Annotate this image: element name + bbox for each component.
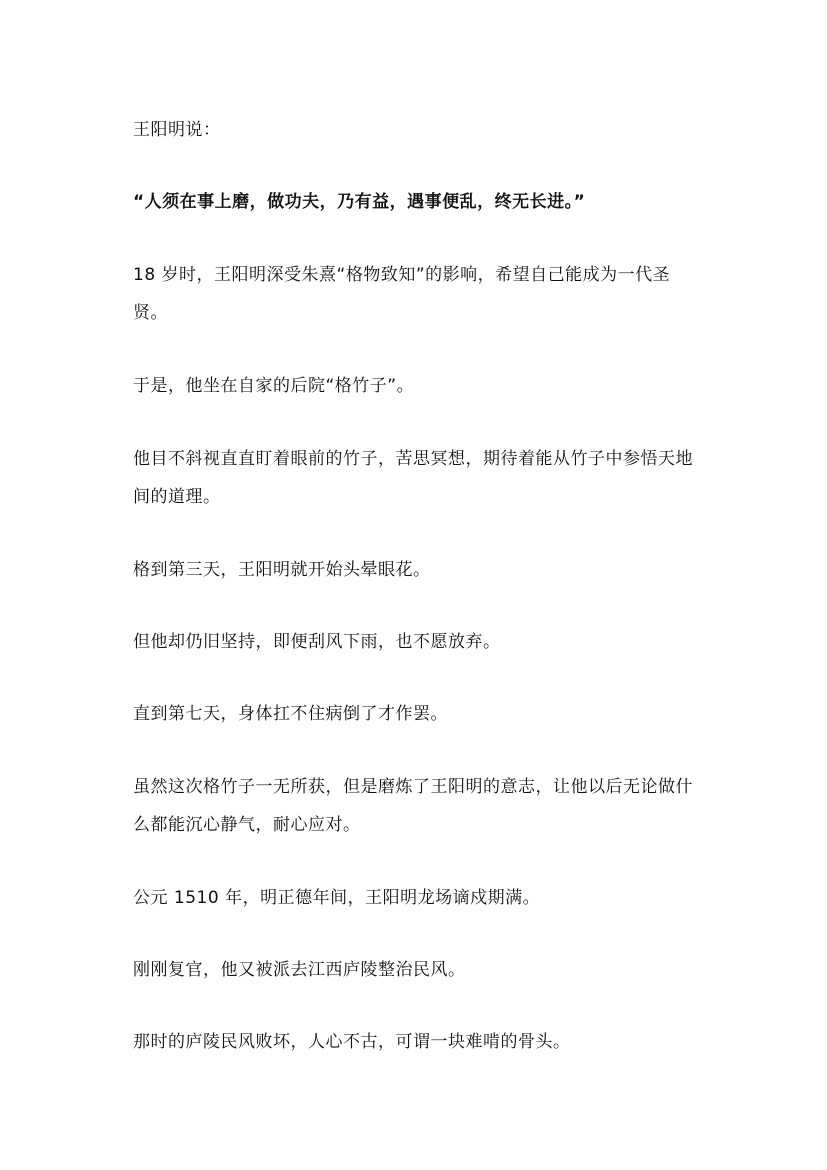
paragraph-age-18: 18 岁时，王阳明深受朱熹“格物致知”的影响，希望自己能成为一代圣贤。 [133,265,671,323]
paragraph-reappointed: 刚刚复官，他又被派去江西庐陵整治民风。 [133,960,466,980]
paragraph-quote: “人须在事上磨，做功夫，乃有益，遇事便乱，终无长进。” [133,192,586,212]
paragraph-1510: 公元 1510 年，明正德年间，王阳明龙场谪戍期满。 [133,888,541,908]
paragraph-third-day: 格到第三天，王阳明就开始头晕眼花。 [133,560,431,580]
paragraph-persist: 但他却仍旧坚持，即便刮风下雨，也不愿放弃。 [133,632,501,652]
paragraph-luling: 那时的庐陵民风败坏，人心不古，可谓一块难啃的骨头。 [133,1032,571,1052]
paragraph-willpower: 虽然这次格竹子一无所获，但是磨炼了王阳明的意志，让他以后无论做什么都能沉心静气，耐心应对。 [133,777,693,835]
paragraph-backyard: 于是，他坐在自家的后院“格竹子”。 [133,376,415,396]
document-body [133,112,703,1096]
paragraph-seventh-day: 直到第七天，身体扛不住病倒了才作罢。 [133,704,448,724]
paragraph-intro: 王阳明说： [133,120,221,140]
paragraph-staring: 他目不斜视直直盯着眼前的竹子，苦思冥想，期待着能从竹子中参悟天地间的道理。 [133,449,693,507]
